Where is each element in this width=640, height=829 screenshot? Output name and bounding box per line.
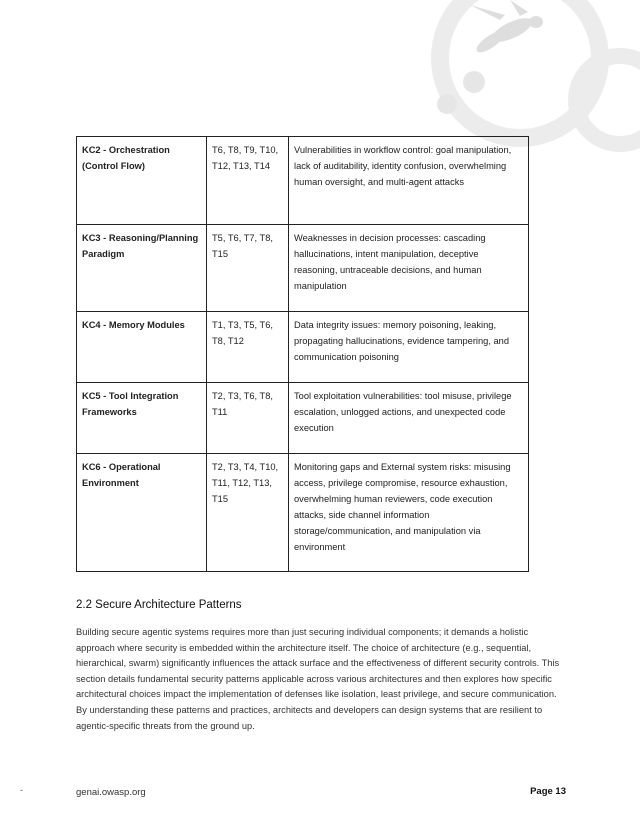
footer-url-link[interactable]: genai.owasp.org <box>76 787 146 798</box>
table-row <box>77 312 529 383</box>
threats-cell: T2, T3, T4, T10, T11, T12, T13, T15 <box>207 454 289 572</box>
decor-dot-small <box>437 94 457 114</box>
component-cell: KC3 - Reasoning/Planning Paradigm <box>77 225 207 312</box>
threats-cell: T5, T6, T7, T8, T15 <box>207 225 289 312</box>
page-number: Page 13 <box>530 786 566 797</box>
table-row <box>77 383 529 454</box>
component-cell: KC5 - Tool Integration Frameworks <box>77 383 207 454</box>
component-cell: KC6 - Operational Environment <box>77 454 207 572</box>
component-cell: KC4 - Memory Modules <box>77 312 207 383</box>
decor-dot-medium <box>463 71 485 93</box>
section-body-paragraph: Building secure agentic systems requires more than just securing individual components; it demands a holistic approach where security is embedded within the architecture itself. The choice of architecture (e.g., sequential, hierarchical, swarm) significantly influences the attack surface and the effectiveness of different security controls. This section details fundamental security patterns applicable across various architectures and then explores how specific architectural choices impact the implementation of defenses like isolation, least privilege, and secure communication. By understanding these patterns and practices, architects and developers can design systems that are resilient to agentic-specific threats from the ground up. <box>76 627 560 731</box>
threats-cell: T6, T8, T9, T10, T12, T13, T14 <box>207 137 289 225</box>
decor-ring-large <box>440 0 600 138</box>
table-row <box>77 137 529 225</box>
table-row <box>77 454 529 572</box>
description-cell: Data integrity issues: memory poisoning, leaking, propagating hallucinations, evidence tampering, and communication poisoning <box>289 312 529 383</box>
threat-mapping-table <box>76 136 529 572</box>
footer-dash: - <box>20 785 23 795</box>
description-cell: Weaknesses in decision processes: cascading hallucinations, intent manipulation, deceptive reasoning, untraceable decisions, and human manipulation <box>289 225 529 312</box>
description-cell: Vulnerabilities in workflow control: goal manipulation, lack of auditability, identity confusion, overwhelming human oversight, and multi-agent attacks <box>289 137 529 225</box>
decor-ring-small <box>576 56 640 144</box>
section-heading: 2.2 Secure Architecture Patterns <box>76 599 242 611</box>
component-cell: KC2 - Orchestration (Control Flow) <box>77 137 207 225</box>
threats-cell: T2, T3, T6, T8, T11 <box>207 383 289 454</box>
threats-cell: T1, T3, T5, T6, T8, T12 <box>207 312 289 383</box>
description-cell: Monitoring gaps and External system risks: misusing access, privilege compromise, resource exhaustion, overwhelming human reviewers, code execution attacks, side channel information storage/communication, and manipulation via environment <box>289 454 529 572</box>
description-cell: Tool exploitation vulnerabilities: tool misuse, privilege escalation, unlogged actions, and unexpected code execution <box>289 383 529 454</box>
table-row <box>77 225 529 312</box>
wasp-icon <box>470 0 543 56</box>
